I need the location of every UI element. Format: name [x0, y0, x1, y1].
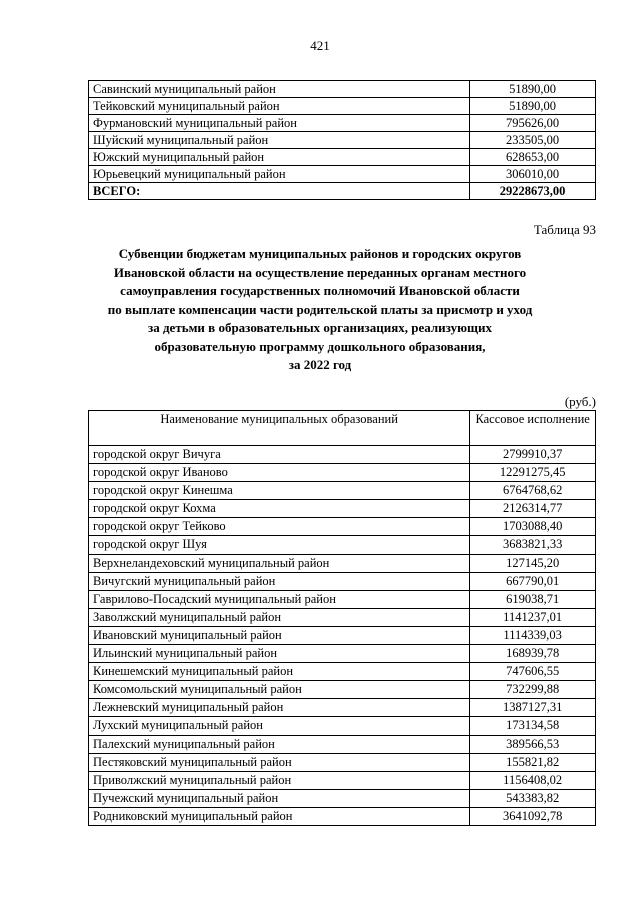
table-row: [89, 735, 596, 753]
title-line: за 2022 год: [288, 357, 352, 372]
municipality-name: Родниковский муниципальный район: [89, 807, 470, 825]
table-row: [89, 500, 596, 518]
municipality-name: Вичугский муниципальный район: [89, 572, 470, 590]
amount-value: 667790,01: [470, 572, 596, 590]
amount-value: 155821,82: [470, 753, 596, 771]
municipality-name: Шуйский муниципальный район: [89, 132, 470, 149]
municipality-name: городской округ Кохма: [89, 500, 470, 518]
municipality-name: Верхнеландеховский муниципальный район: [89, 554, 470, 572]
municipality-name: городской округ Шуя: [89, 536, 470, 554]
municipality-name: Фурмановский муниципальный район: [89, 115, 470, 132]
header-municipality: Наименование муниципальных образований: [89, 411, 470, 446]
amount-value: 628653,00: [470, 149, 596, 166]
amount-value: 2126314,77: [470, 500, 596, 518]
subventions-table-body: [89, 446, 596, 826]
amount-value: 168939,78: [470, 645, 596, 663]
title-line: образовательную программу дошкольного образования,: [154, 338, 486, 354]
table-row: [89, 464, 596, 482]
title-line: по выплате компенсации части родительской платы за присмотр и уход: [107, 301, 533, 317]
amount-value: 795626,00: [470, 115, 596, 132]
municipality-name: Гаврилово-Посадский муниципальный район: [89, 590, 470, 608]
table-label: Таблица 93: [533, 222, 596, 237]
amount-value: 1703088,40: [470, 518, 596, 536]
amount-value: 1141237,01: [470, 608, 596, 626]
amount-value: 51890,00: [470, 81, 596, 98]
municipality-name: Пучежский муниципальный район: [89, 789, 470, 807]
title-line: Ивановской области на осуществление переданных органам местного: [113, 264, 527, 280]
municipality-name: городской округ Кинешма: [89, 482, 470, 500]
municipality-name: городской округ Тейково: [89, 518, 470, 536]
amount-value: 1156408,02: [470, 771, 596, 789]
amount-value: 732299,88: [470, 681, 596, 699]
table-row: [89, 753, 596, 771]
municipality-name: Юрьевецкий муниципальный район: [89, 166, 470, 183]
table-row: [89, 645, 596, 663]
total-row: [89, 183, 596, 200]
title-line: за детьми в образовательных организациях, реализующих: [148, 320, 492, 335]
previous-table-body: [89, 81, 596, 200]
municipality-name: Ивановский муниципальный район: [89, 626, 470, 644]
table-row: [89, 518, 596, 536]
total-label: ВСЕГО:: [89, 183, 470, 200]
table-row: [89, 663, 596, 681]
table-row: [89, 681, 596, 699]
table-row: [89, 98, 596, 115]
amount-value: 306010,00: [470, 166, 596, 183]
municipality-name: Пестяковский муниципальный район: [89, 753, 470, 771]
municipality-name: Лухский муниципальный район: [89, 717, 470, 735]
table-row: [89, 446, 596, 464]
total-value: 29228673,00: [470, 183, 596, 200]
table-title: [60, 245, 580, 375]
table-row: [89, 482, 596, 500]
table-row: [89, 807, 596, 825]
amount-value: 747606,55: [470, 663, 596, 681]
table-row: [89, 149, 596, 166]
table-row: [89, 590, 596, 608]
table-row: [89, 626, 596, 644]
table-row: [89, 699, 596, 717]
municipality-name: Кинешемский муниципальный район: [89, 663, 470, 681]
table-row: [89, 771, 596, 789]
municipality-name: Лежневский муниципальный район: [89, 699, 470, 717]
table-row: [89, 132, 596, 149]
municipality-name: Приволжский муниципальный район: [89, 771, 470, 789]
municipality-name: Комсомольский муниципальный район: [89, 681, 470, 699]
amount-value: 389566,53: [470, 735, 596, 753]
amount-value: 51890,00: [470, 98, 596, 115]
amount-value: 2799910,37: [470, 446, 596, 464]
table-row: [89, 554, 596, 572]
table-row: [89, 166, 596, 183]
amount-value: 12291275,45: [470, 464, 596, 482]
municipality-name: Савинский муниципальный район: [89, 81, 470, 98]
municipality-name: городской округ Иваново: [89, 464, 470, 482]
table-row: [89, 536, 596, 554]
municipality-name: Южский муниципальный район: [89, 149, 470, 166]
amount-value: 173134,58: [470, 717, 596, 735]
amount-value: 3683821,33: [470, 536, 596, 554]
table-row: [89, 789, 596, 807]
table-row: [89, 608, 596, 626]
municipality-name: городской округ Вичуга: [89, 446, 470, 464]
title-line: Субвенции бюджетам муниципальных районов и городских округов: [118, 246, 522, 261]
amount-value: 3641092,78: [470, 807, 596, 825]
table-header-row: [89, 411, 596, 446]
table-row: [89, 81, 596, 98]
page-number: 421: [310, 38, 330, 53]
amount-value: 6764768,62: [470, 482, 596, 500]
previous-table-continuation: [88, 80, 596, 200]
table-row: [89, 717, 596, 735]
table-row: [89, 115, 596, 132]
header-cash-execution: Кассовое исполнение: [470, 411, 596, 446]
unit-label: (руб.): [564, 394, 596, 409]
amount-value: 619038,71: [470, 590, 596, 608]
amount-value: 1387127,31: [470, 699, 596, 717]
amount-value: 1114339,03: [470, 626, 596, 644]
municipality-name: Палехский муниципальный район: [89, 735, 470, 753]
municipality-name: Ильинский муниципальный район: [89, 645, 470, 663]
title-line: самоуправления государственных полномочий Ивановской области: [120, 283, 520, 298]
municipality-name: Тейковский муниципальный район: [89, 98, 470, 115]
amount-value: 233505,00: [470, 132, 596, 149]
table-row: [89, 572, 596, 590]
subventions-table: [88, 410, 596, 826]
municipality-name: Заволжский муниципальный район: [89, 608, 470, 626]
amount-value: 127145,20: [470, 554, 596, 572]
amount-value: 543383,82: [470, 789, 596, 807]
